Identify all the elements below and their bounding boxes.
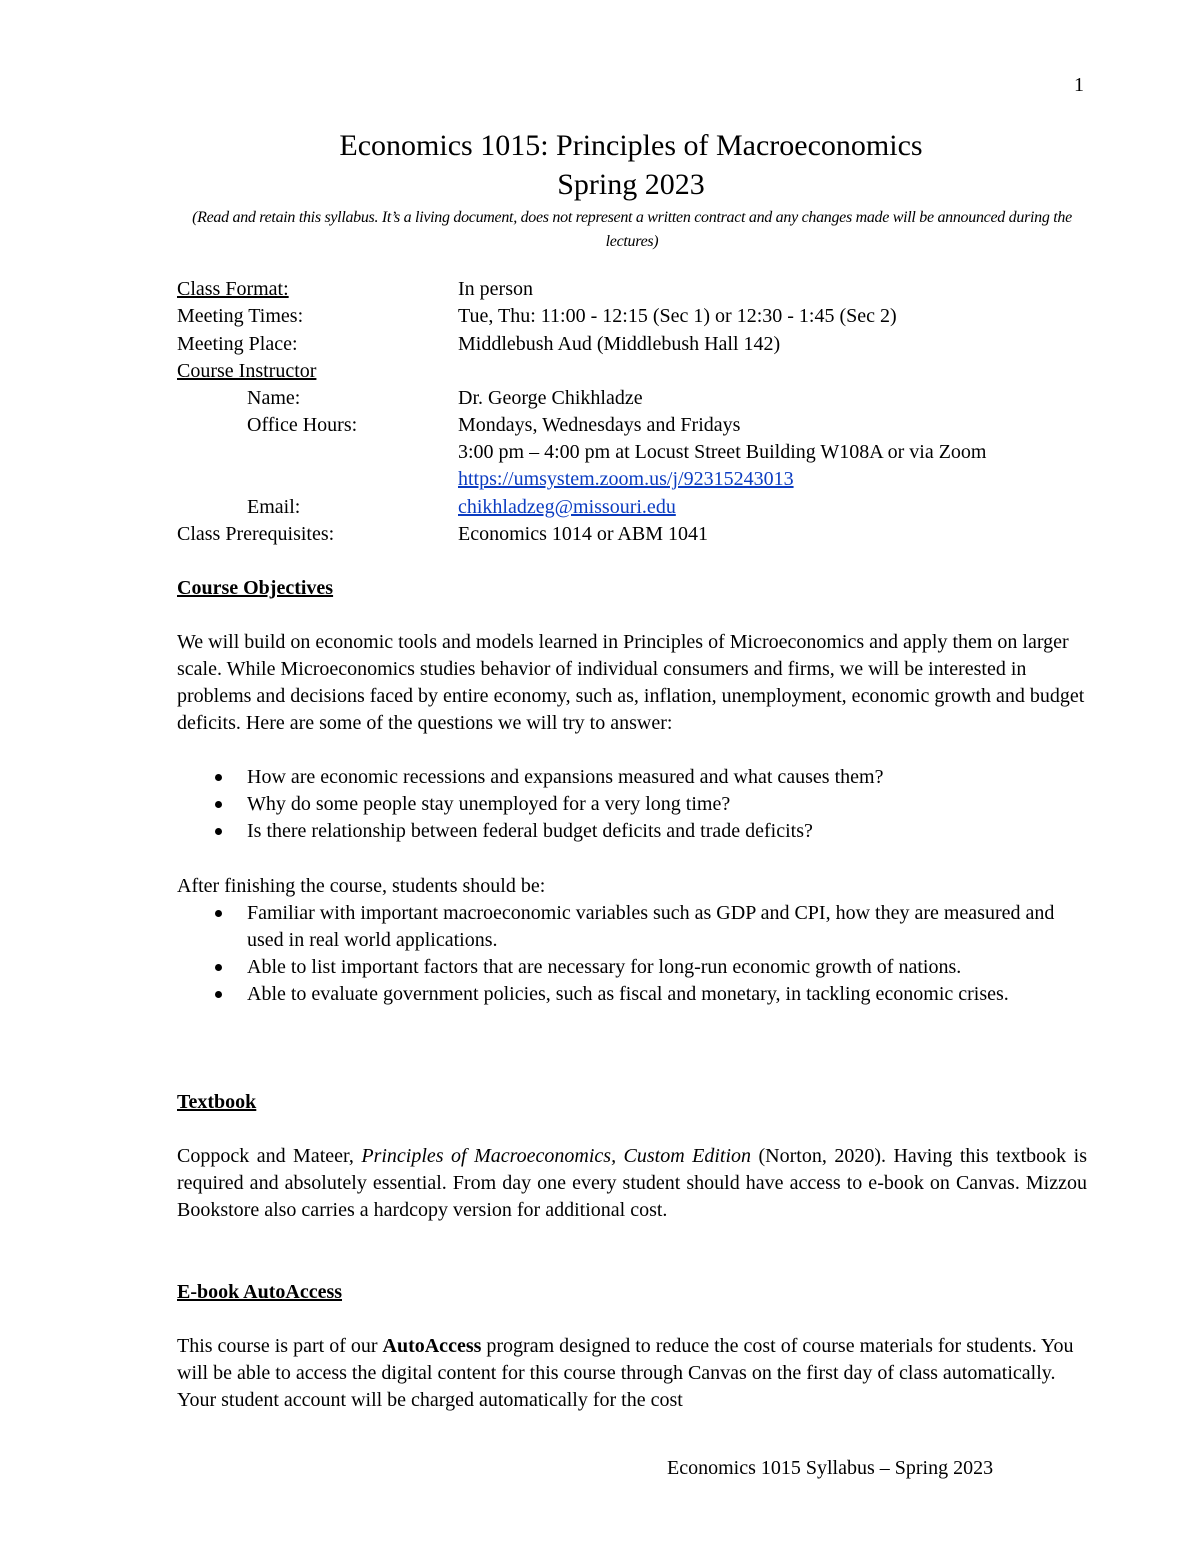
- zoom-link[interactable]: https://umsystem.zoom.us/j/92315243013: [458, 468, 794, 490]
- course-instructor-label: Course Instructor: [177, 360, 317, 382]
- class-format-value: In person: [458, 278, 533, 300]
- office-hours-time: 3:00 pm – 4:00 pm at Locust Street Building W108A or via Zoom: [458, 441, 987, 463]
- list-item: How are economic recessions and expansions measured and what causes them?: [177, 764, 1087, 791]
- textbook-text-before: Coppock and Mateer,: [177, 1145, 362, 1167]
- ebook-paragraph: [177, 1333, 1087, 1414]
- prerequisites-value: Economics 1014 or ABM 1041: [458, 523, 708, 545]
- list-item: Able to list important factors that are necessary for long-run economic growth of nations.: [177, 954, 1087, 981]
- outcomes-list: [177, 900, 1087, 1008]
- textbook-heading: Textbook: [177, 1091, 257, 1113]
- outcomes-intro: After finishing the course, students should be:: [177, 875, 546, 897]
- meeting-times-value: Tue, Thu: 11:00 - 12:15 (Sec 1) or 12:30 - 1:45 (Sec 2): [458, 305, 897, 327]
- name-value: Dr. George Chikhladze: [458, 387, 643, 409]
- list-item: Familiar with important macroeconomic variables such as GDP and CPI, how they are measured and used in real world applications.: [177, 900, 1087, 954]
- ebook-text-before: This course is part of our: [177, 1335, 383, 1357]
- page-footer: Economics 1015 Syllabus – Spring 2023: [667, 1457, 994, 1479]
- office-hours-days: Mondays, Wednesdays and Fridays: [458, 414, 741, 436]
- term-title: Spring 2023: [557, 168, 705, 201]
- textbook-text-after: (Norton, 2020). Having this textbook is required and absolutely essential. From day one every student should have access to e-book on Canvas. Mizzou Bookstore also carries a hardcopy version for additional cost.: [177, 1145, 1087, 1221]
- email-link[interactable]: chikhladzeg@missouri.edu: [458, 496, 676, 518]
- prerequisites-label: Class Prerequisites:: [177, 523, 335, 545]
- ebook-text-after: program designed to reduce the cost of course materials for students. You will be able to access the digital content for this course through Canvas on the first day of class automatically. Your student account will be charged automatically for the cost: [177, 1335, 1074, 1411]
- meeting-place-value: Middlebush Aud (Middlebush Hall 142): [458, 333, 781, 355]
- objectives-paragraph: We will build on economic tools and models learned in Principles of Microeconomics and apply them on larger scale. While Microeconomics studies behavior of individual consumers and firms, we will be interested in problems and decisions faced by entire economy, such as, inflation, unemployment, economic growth and budget deficits. Here are some of the questions we will try to answer:: [177, 631, 1085, 734]
- page-number: 1: [1074, 74, 1084, 96]
- office-hours-label: Office Hours:: [247, 414, 358, 436]
- ebook-heading: E-book AutoAccess: [177, 1281, 343, 1303]
- list-item: Is there relationship between federal budget deficits and trade deficits?: [177, 818, 1087, 845]
- class-format-label: Class Format:: [177, 278, 289, 300]
- name-label: Name:: [247, 387, 301, 409]
- syllabus-note: (Read and retain this syllabus. It’s a living document, does not represent a written contract and any changes made will be announced during the lectures): [192, 209, 1072, 250]
- ebook-autoaccess: AutoAccess: [382, 1335, 482, 1357]
- meeting-place-label: Meeting Place:: [177, 333, 298, 355]
- page-title: Economics 1015: Principles of Macroeconomics: [339, 129, 923, 162]
- list-item: Able to evaluate government policies, such as fiscal and monetary, in tackling economic crises.: [177, 981, 1087, 1008]
- questions-list: [177, 764, 1087, 845]
- list-item: Why do some people stay unemployed for a very long time?: [177, 791, 1087, 818]
- email-label: Email:: [247, 496, 301, 518]
- meeting-times-label: Meeting Times:: [177, 305, 304, 327]
- textbook-paragraph: [177, 1143, 1087, 1224]
- objectives-heading: Course Objectives: [177, 577, 334, 599]
- textbook-title: Principles of Macroeconomics, Custom Edition: [361, 1145, 752, 1167]
